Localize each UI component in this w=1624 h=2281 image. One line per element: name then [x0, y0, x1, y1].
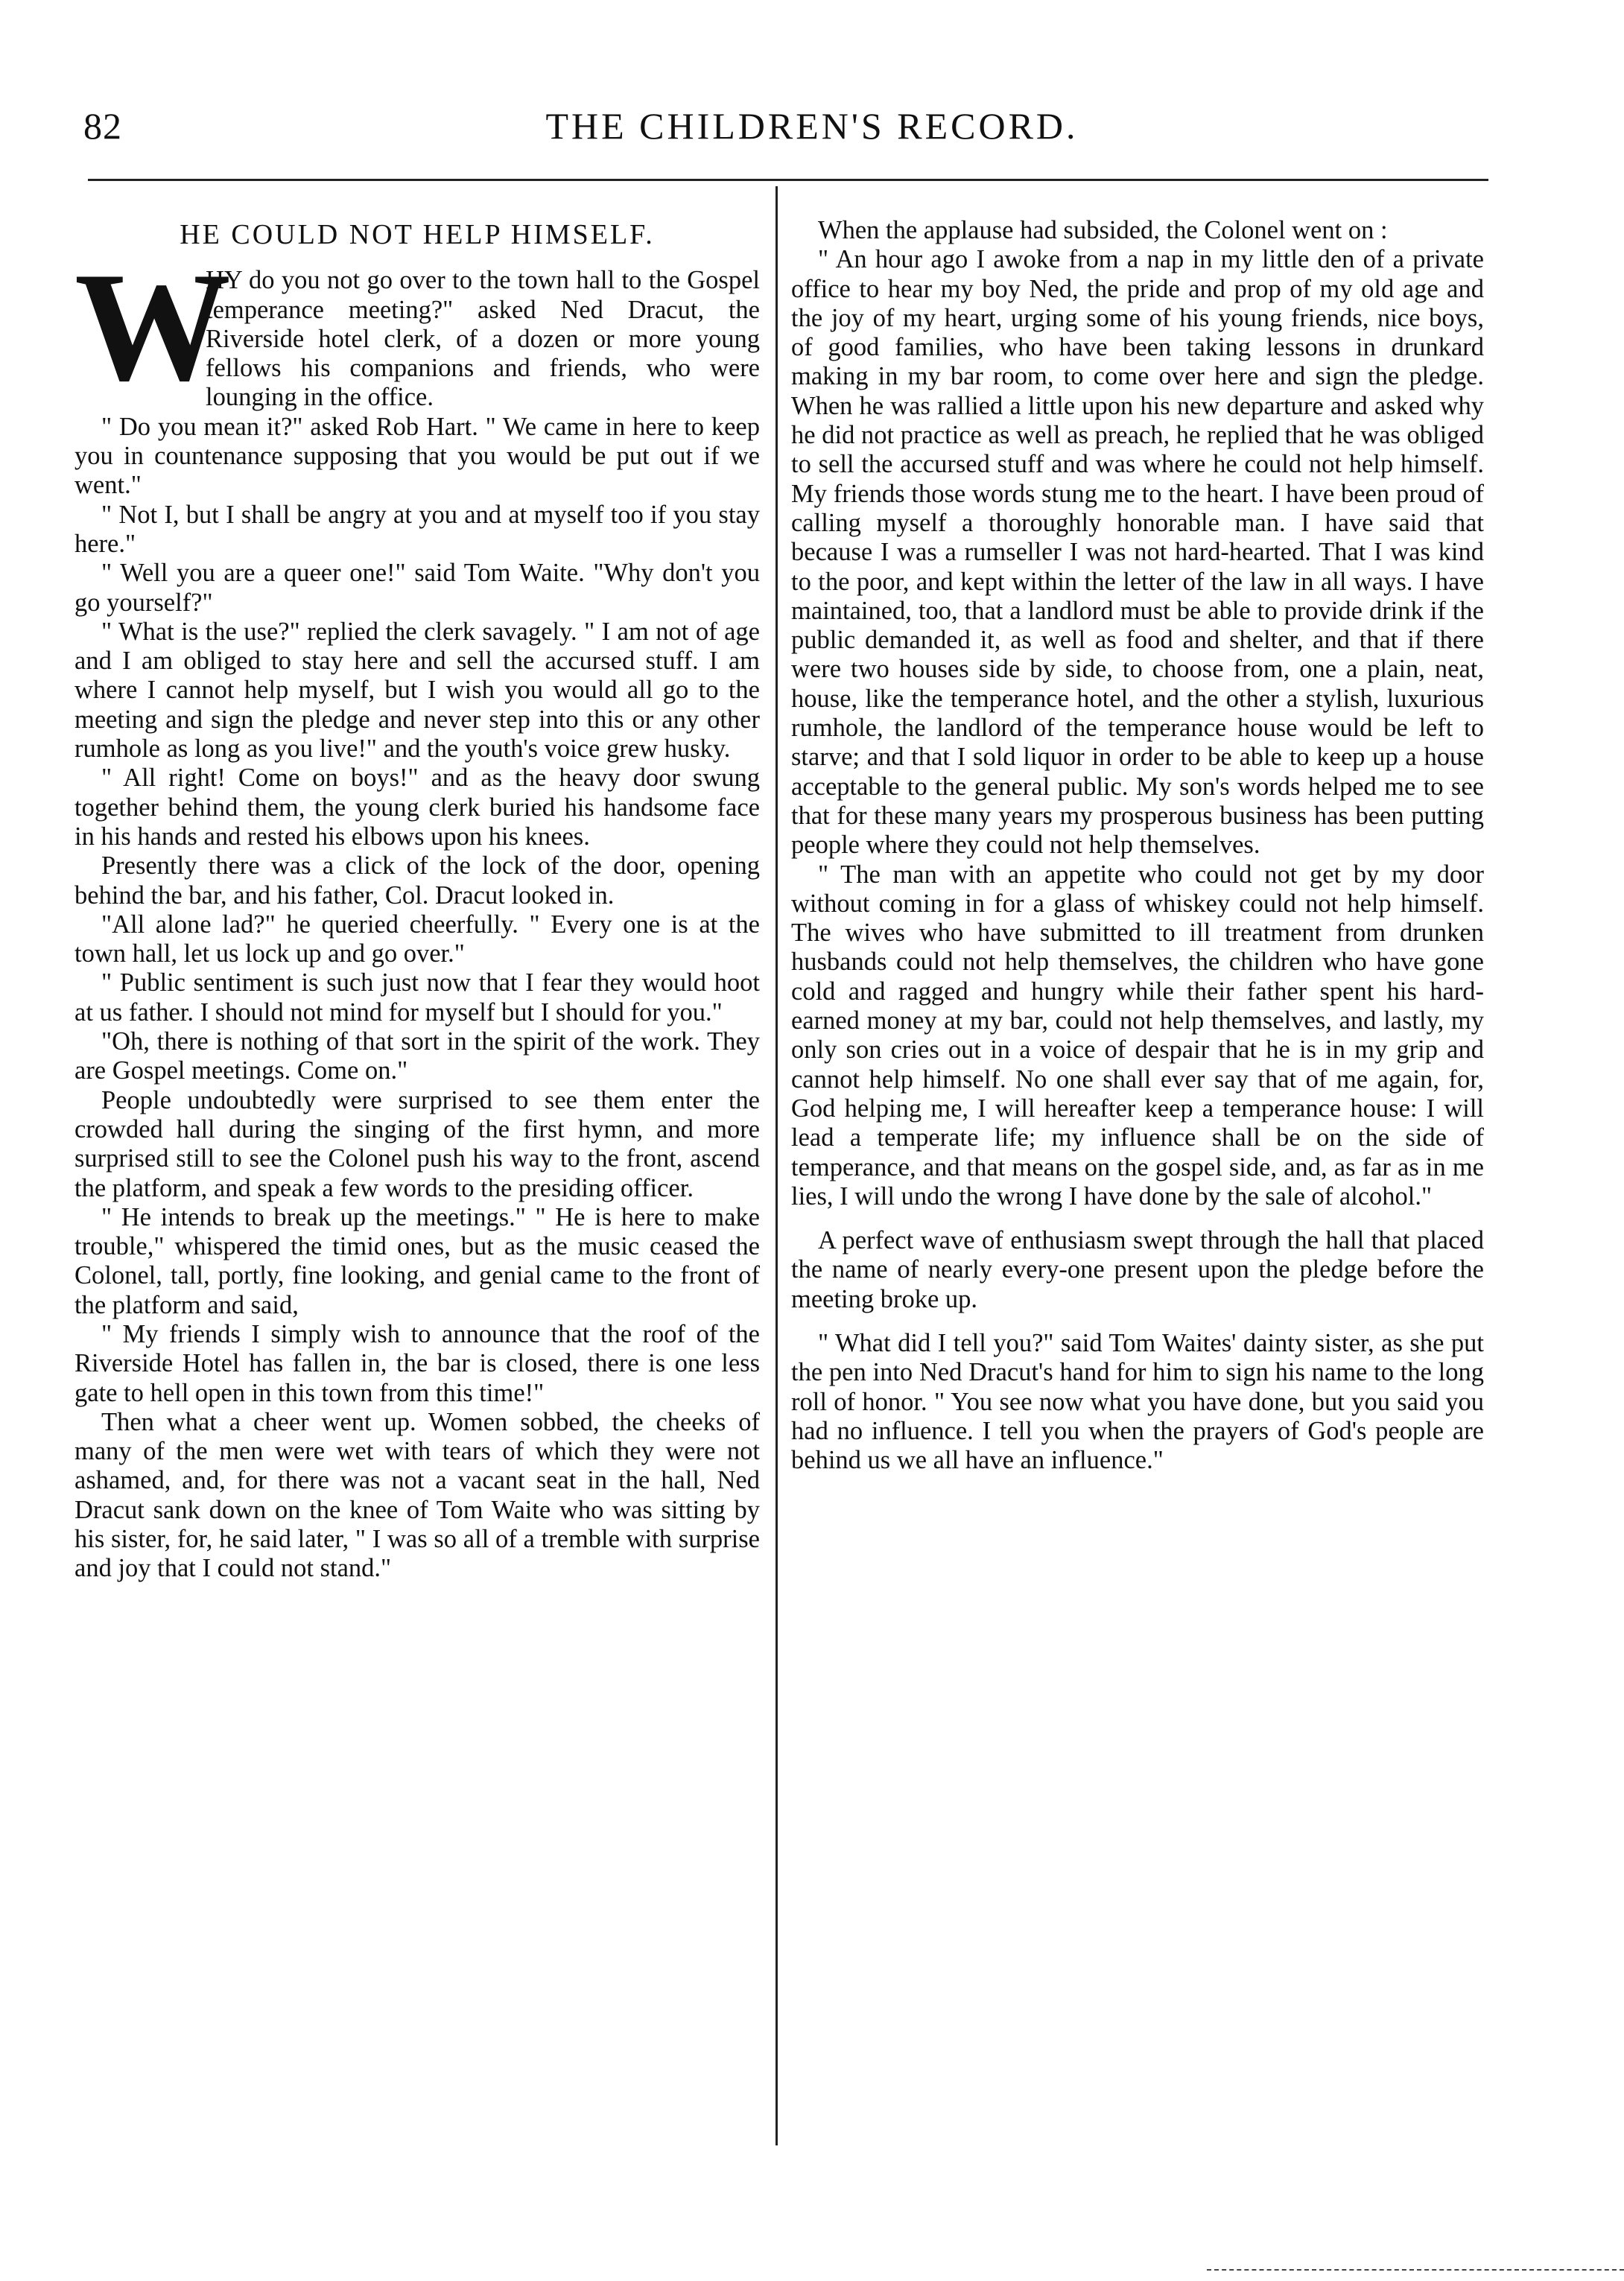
paragraph: " What is the use?" replied the clerk savagely. " I am not of age and I am obliged to stay here and sell the accursed stuff. I am where I cannot help myself, but I wish you would all go to the meeting and sign the pledge and never step into this or any other rumhole as long as you live!" and the youth's voice grew husky. [74, 617, 760, 764]
left-column [74, 216, 760, 1584]
paragraph: " He intends to break up the meetings." " He is here to make trouble," whispered the timid ones, but as the music ceased the Colonel, tall, portly, fine looking, and genial came to the front of the platform and said, [74, 1202, 760, 1319]
footer-rule [1207, 2269, 1624, 2272]
paragraph: "All alone lad?" he queried cheerfully. " Every one is at the town hall, let us lock up and go over." [74, 910, 760, 968]
paragraph: " Not I, but I shall be angry at you and at myself too if you stay here." [74, 500, 760, 558]
paragraph: " Do you mean it?" asked Rob Hart. " We came in here to keep you in countenance supposing that you would be put out if we went." [74, 412, 760, 500]
paragraph: " My friends I simply wish to announce that the roof of the Riverside Hotel has fallen in, the bar is closed, there is one less gate to hell open in this town from this time!" [74, 1319, 760, 1407]
paragraph: " All right! Come on boys!" and as the heavy door swung together behind them, the young clerk buried his handsome face in his hands and rested his elbows upon his knees. [74, 764, 760, 851]
column-divider [775, 186, 778, 2145]
running-title: THE CHILDREN'S RECORD. [545, 105, 1079, 147]
drop-cap: W [74, 241, 231, 414]
paragraph: HY do you not go over to the town hall to the Gospel temperance meeting?" asked Ned Dracut, the Riverside hotel clerk, of a dozen or more young fellows his companions and friends, who were lounging in the office. [206, 266, 760, 412]
paragraph: Presently there was a click of the lock of the door, opening behind the bar, and his father, Col. Dracut looked in. [74, 851, 760, 910]
paragraph: " An hour ago I awoke from a nap in my little den of a private office to hear my boy Ned, the pride and prop of my old age and the joy of my heart, urging some of his young friends, nice boys, of good families, who have been taking lessons in drunkard making in my bar room, to come over here and sign the pledge. When he was rallied a little upon his new departure and asked why he did not practice as well as preach, he replied that he was obliged to sell the accursed stuff and was where he could not help himself. My friends those words stung me to the heart. I have been proud of calling myself a thoroughly honorable man. I have said that because I was a rumseller I was not hard-hearted. That I was kind to the poor, and kept within the letter of the law in all ways. I have maintained, too, that a landlord must be able to provide drink if the public demanded it, as well as food and shelter, and that if there were two houses side by side, to choose from, one a plain, neat, house, like the temperance hotel, and the other a stylish, luxurious rumhole, the landlord of the temperance house would be left to starve; and that I sold liquor in order to be able to keep up a house acceptable to the general public. My son's words helped me to see that for these many years my prosperous business has been putting people where they could not help themselves. [791, 245, 1484, 860]
paragraph: A perfect wave of enthusiasm swept through the hall that placed the name of nearly every-one present upon the pledge before the meeting broke up. [791, 1226, 1484, 1313]
page-number: 82 [83, 105, 122, 147]
paragraph: People undoubtedly were surprised to see them enter the crowded hall during the singing of the first hymn, and more surprised still to see the Colonel push his way to the front, ascend the platform, and speak a few words to the presiding officer. [74, 1085, 760, 1202]
paragraph: Then what a cheer went up. Women sobbed, the cheeks of many of the men were wet with tears of which they were not ashamed, and, for there was not a vacant seat in the hall, Ned Dracut sank down on the knee of Tom Waite who was sitting by his sister, for, he said later, " I was so all of a tremble with surprise and joy that I could not stand." [74, 1407, 760, 1583]
header-rule [88, 179, 1488, 181]
paragraph: " Public sentiment is such just now that I fear they would hoot at us father. I should not mind for myself but I should for you." [74, 968, 760, 1027]
right-column [791, 216, 1484, 1475]
article-title: HE COULD NOT HELP HIMSELF. [180, 219, 655, 250]
paragraph: "Oh, there is nothing of that sort in the spirit of the work. They are Gospel meetings. Come on." [74, 1027, 760, 1085]
paragraph: " Well you are a queer one!" said Tom Waite. "Why don't you go yourself?" [74, 559, 760, 617]
paragraph: " The man with an appetite who could not get by my door without coming in for a glass of whiskey could not help himself. The wives who have submitted to ill treatment from drunken husbands could not help themselves, the children who have gone cold and ragged and hungry while their father spent his hard-earned money at my bar, could not help themselves, and lastly, my only son cries out in a voice of despair that he is in my grip and cannot help himself. No one shall ever say that of me again, for, God helping me, I will hereafter keep a temperance house: I will lead a temperate life; my influence shall be on the side of temperance, and that means on the gospel side, and, as far as in me lies, I will undo the wrong I have done by the sale of alcohol." [791, 860, 1484, 1211]
paragraph: " What did I tell you?" said Tom Waites' dainty sister, as she put the pen into Ned Dracut's hand for him to sign his name to the long roll of honor. " You see now what you have done, but you said you had no influence. I tell you when the prayers of God's people are behind us we all have an influence." [791, 1328, 1484, 1475]
paragraph: When the applause had subsided, the Colonel went on : [818, 216, 1388, 244]
